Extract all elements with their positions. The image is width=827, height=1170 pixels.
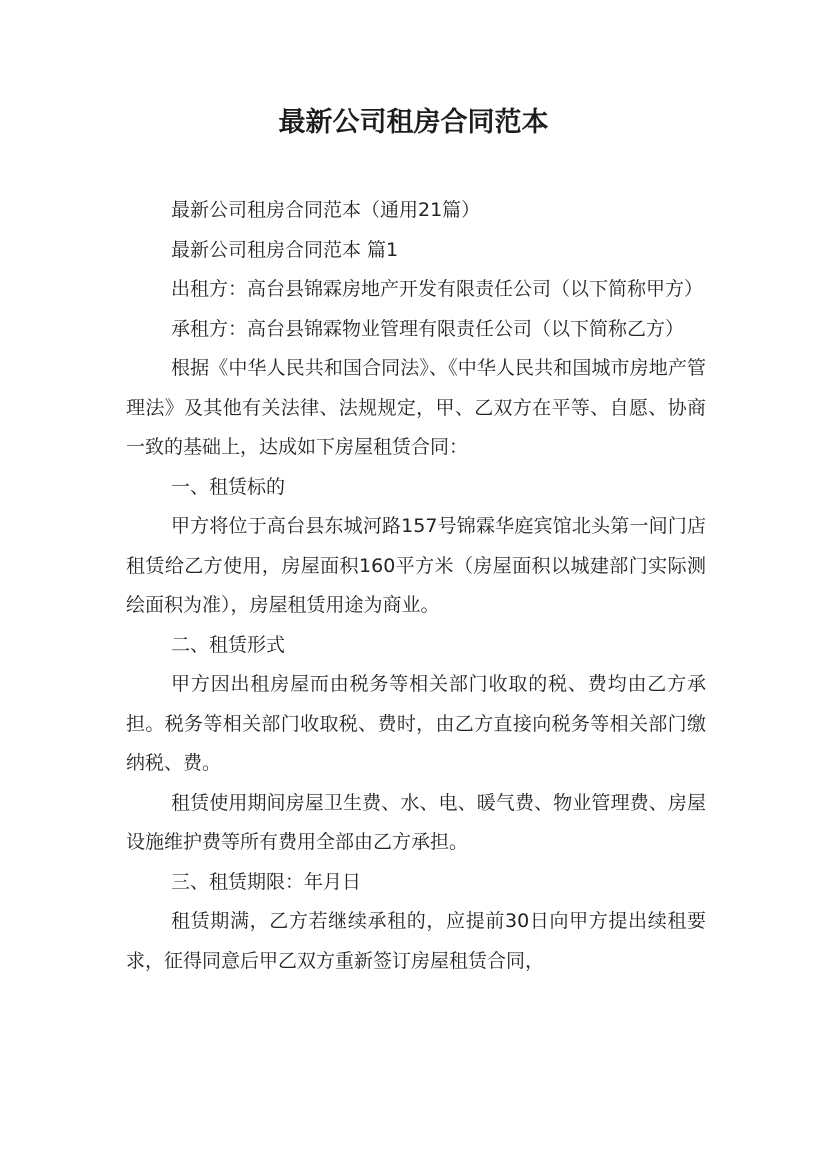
clause-heading-subject: 一、租赁标的 — [171, 475, 286, 498]
paragraph-lessor: 出租方：高台县锦霖房地产开发有限责任公司（以下简称甲方） — [171, 278, 704, 300]
paragraph-fees: 租赁使用期间房屋卫生费、水、电、暖气费、物业管理费、房屋设施维护费等所有费用全部由乙方承担。 — [126, 791, 706, 853]
paragraph-legal-basis: 根据《中华人民共和国合同法》、《中华人民共和国城市房地产管理法》及其他有关法律、法规规定，甲、乙双方在平等、自愿、协商一致的基础上，达成如下房屋租赁合同： — [126, 357, 706, 458]
paragraph-subject: 甲方将位于高台县东城河路157号锦霖华庭宾馆北头第一间门店租赁给乙方使用，房屋面积160平方米（房屋面积以城建部门实际测绘面积为准），房屋租赁用途为商业。 — [126, 515, 706, 616]
clause-heading-term: 三、租赁期限：年月日 — [171, 870, 362, 893]
paragraph-subtitle: 最新公司租房合同范本（通用21篇） — [171, 199, 481, 221]
document-body — [126, 191, 706, 981]
clause-heading-form: 二、租赁形式 — [171, 633, 286, 656]
paragraph-renewal: 租赁期满，乙方若继续承租的，应提前30日向甲方提出续租要求，征得同意后甲乙双方重新签订房屋租赁合同， — [126, 910, 706, 972]
paragraph-lessee: 承租方：高台县锦霖物业管理有限责任公司（以下简称乙方） — [171, 317, 685, 340]
paragraph-taxes: 甲方因出租房屋而由税务等相关部门收取的税、费均由乙方承担。税务等相关部门收取税、费时，由乙方直接向税务等相关部门缴纳税、费。 — [126, 673, 706, 774]
paragraph-section-heading: 最新公司租房合同范本 篇1 — [171, 238, 399, 261]
document-title: 最新公司租房合同范本 — [278, 107, 549, 138]
